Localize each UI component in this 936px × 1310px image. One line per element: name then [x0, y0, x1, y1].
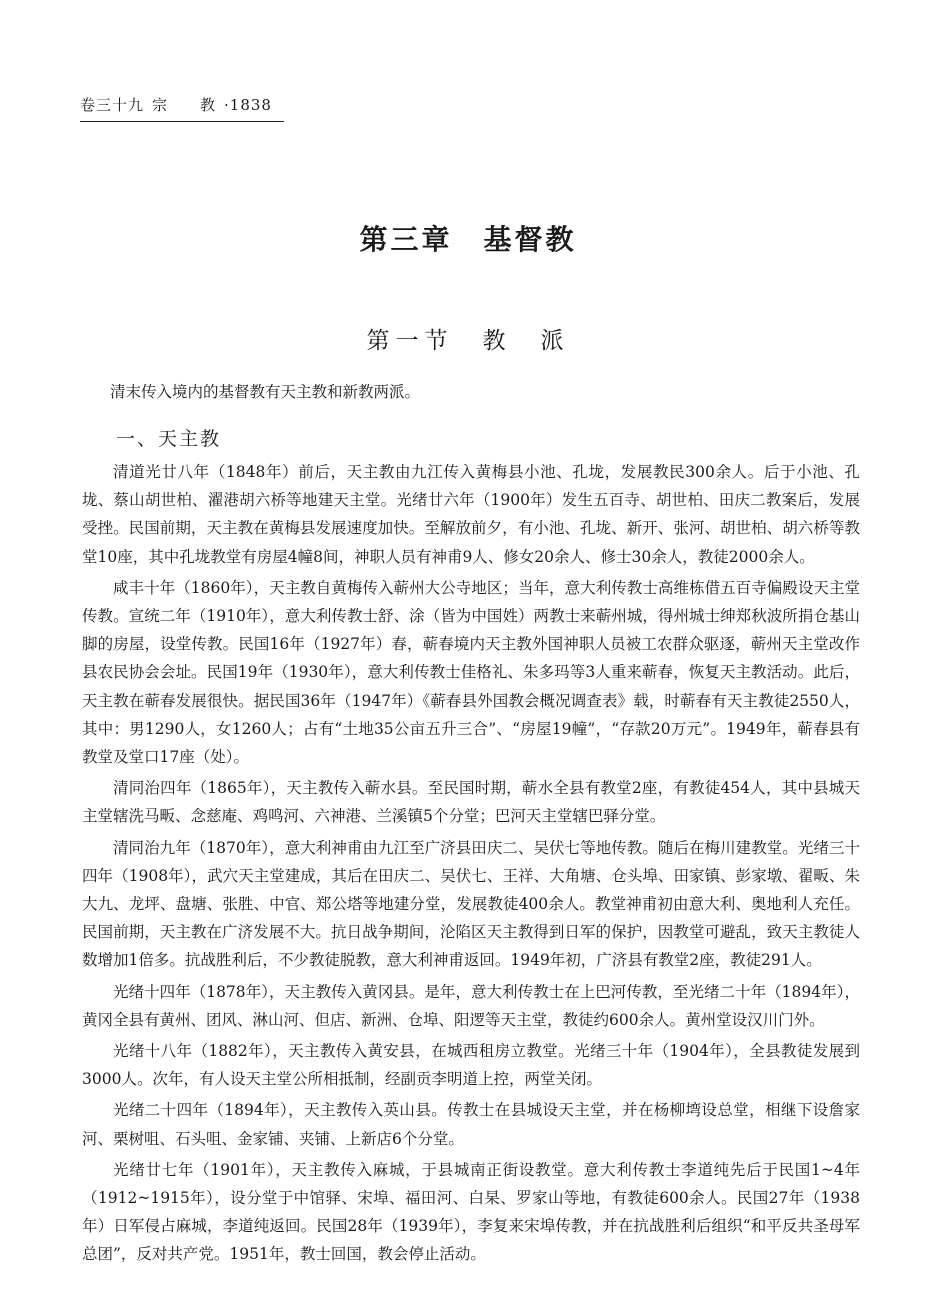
body-text [82, 458, 860, 1272]
chapter-title: 第三章 基督教 [359, 223, 577, 256]
header-volume: 卷三十九 [80, 96, 145, 114]
running-header [80, 94, 284, 122]
paragraph-qishui: 清同治四年（1865年），天主教传入蕲水县。至民国时期，蕲水全县有教堂2座，有教徒454人，其中县城天主堂辖洗马畈、念慈庵、鸡鸣河、六神港、兰溪镇5个分堂；巴河天主堂辖巴驿分堂。 [82, 779, 860, 826]
header-topic: 宗 教 [152, 96, 217, 114]
paragraph-yingshan: 光绪二十四年（1894年），天主教传入英山县。传教士在县城设天主堂，并在杨柳塆设总堂，相继下设詹家河、栗树咀、石头咀、金家铺、夹铺、上新店6个分堂。 [82, 1101, 860, 1148]
intro-paragraph: 清末传入境内的基督教有天主教和新教两派。 [110, 383, 421, 401]
paragraph-macheng: 光绪廿七年（1901年），天主教传入麻城，于县城南正街设教堂。意大利传教士李道纯先后于民国1~4年（1912~1915年），设分堂于中馆驿、宋埠、福田河、白杲、罗家山等地，有教徒600余人。民国27年（1938年）日军侵占麻城，李道纯返回。民国28年（1939年），李复来宋埠传教，并在抗战胜利后组织“和平反共圣母军总团”，反对共产党。1951年，教士回国，教会停止活动。 [82, 1160, 860, 1264]
paragraph-qizhou: 咸丰十年（1860年），天主教自黄梅传入蕲州大公寺地区；当年，意大利传教士高维栋借五百寺偏殿设天主堂传教。宣统二年（1910年），意大利传教士舒、涂（皆为中国姓）两教士来蕲州城，得州城士绅郑秋波所捐仓基山脚的房屋，设堂传教。民国16年（1927年）春，蕲春境内天主教外国神职人员被工农群众驱逐，蕲州天主堂改作县农民协会会址。民国19年（1930年），意大利传教士佳格礼、朱多玛等3人重来蕲春，恢复天主教活动。此后，天主教在蕲春发展很快。据民国36年（1947年）《蕲春县外国教会概况调查表》载，时蕲春有天主教徒2550人，其中：男1290人，女1260人；占有“土地35公亩五升三合”、“房屋19幢”，“存款20万元”。1949年，蕲春县有教堂及堂口17座（处）。 [82, 578, 860, 767]
paragraph-huangan: 光绪十八年（1882年），天主教传入黄安县，在城西租房立教堂。光绪三十年（1904年），全县教徒发展到3000人。次年，有人设天主堂公所相抵制，经副贡李明道上控，两堂关闭。 [82, 1042, 860, 1089]
paragraph-huanggang: 光绪十四年（1878年），天主教传入黄冈县。是年，意大利传教士在上巴河传教，至光绪二十年（1894年），黄冈全县有黄州、团风、淋山河、但店、新洲、仓埠、阳逻等天主堂，教徒约600余人。黄州堂设汉川门外。 [82, 982, 860, 1029]
paragraph-guangji: 清同治九年（1870年），意大利神甫由九江至广济县田庆二、吴伏七等地传教。随后在梅川建教堂。光绪三十四年（1908年），武穴天主堂建成，其后在田庆二、吴伏七、王祥、大角塘、仓头埠、田家镇、彭家墩、翟畈、朱大九、龙坪、盘塘、张胜、中官、郑公塔等地建分堂，发展教徒400余人。教堂神甫初由意大利、奥地利人充任。民国前期，天主教在广济发展不大。抗日战争期间，沦陷区天主教得到日军的保护，因教堂可避乱，致天主教徒人数增加1倍多。抗战胜利后，不少教徒脱教，意大利神甫返回。1949年初，广济县有教堂2座，教徒291人。 [82, 838, 860, 970]
subheading-catholicism: 一、天主教 [116, 428, 222, 450]
header-page-number: ·1838 [224, 96, 272, 114]
section-title: 第一节 教 派 [366, 328, 570, 354]
paragraph-huangmei: 清道光廿八年（1848年）前后，天主教由九江传入黄梅县小池、孔垅，发展教民300余人。后于小池、孔垅、蔡山胡世柏、濯港胡六桥等地建天主堂。光绪廿六年（1900年）发生五百寺、胡世柏、田庆二教案后，发展受挫。民国前期，天主教在黄梅县发展速度加快。至解放前夕，有小池、孔垅、新开、张河、胡世柏、胡六桥等教堂10座，其中孔垅教堂有房屋4幢8间，神职人员有神甫9人、修女20余人、修士30余人，教徒2000余人。 [82, 463, 860, 566]
